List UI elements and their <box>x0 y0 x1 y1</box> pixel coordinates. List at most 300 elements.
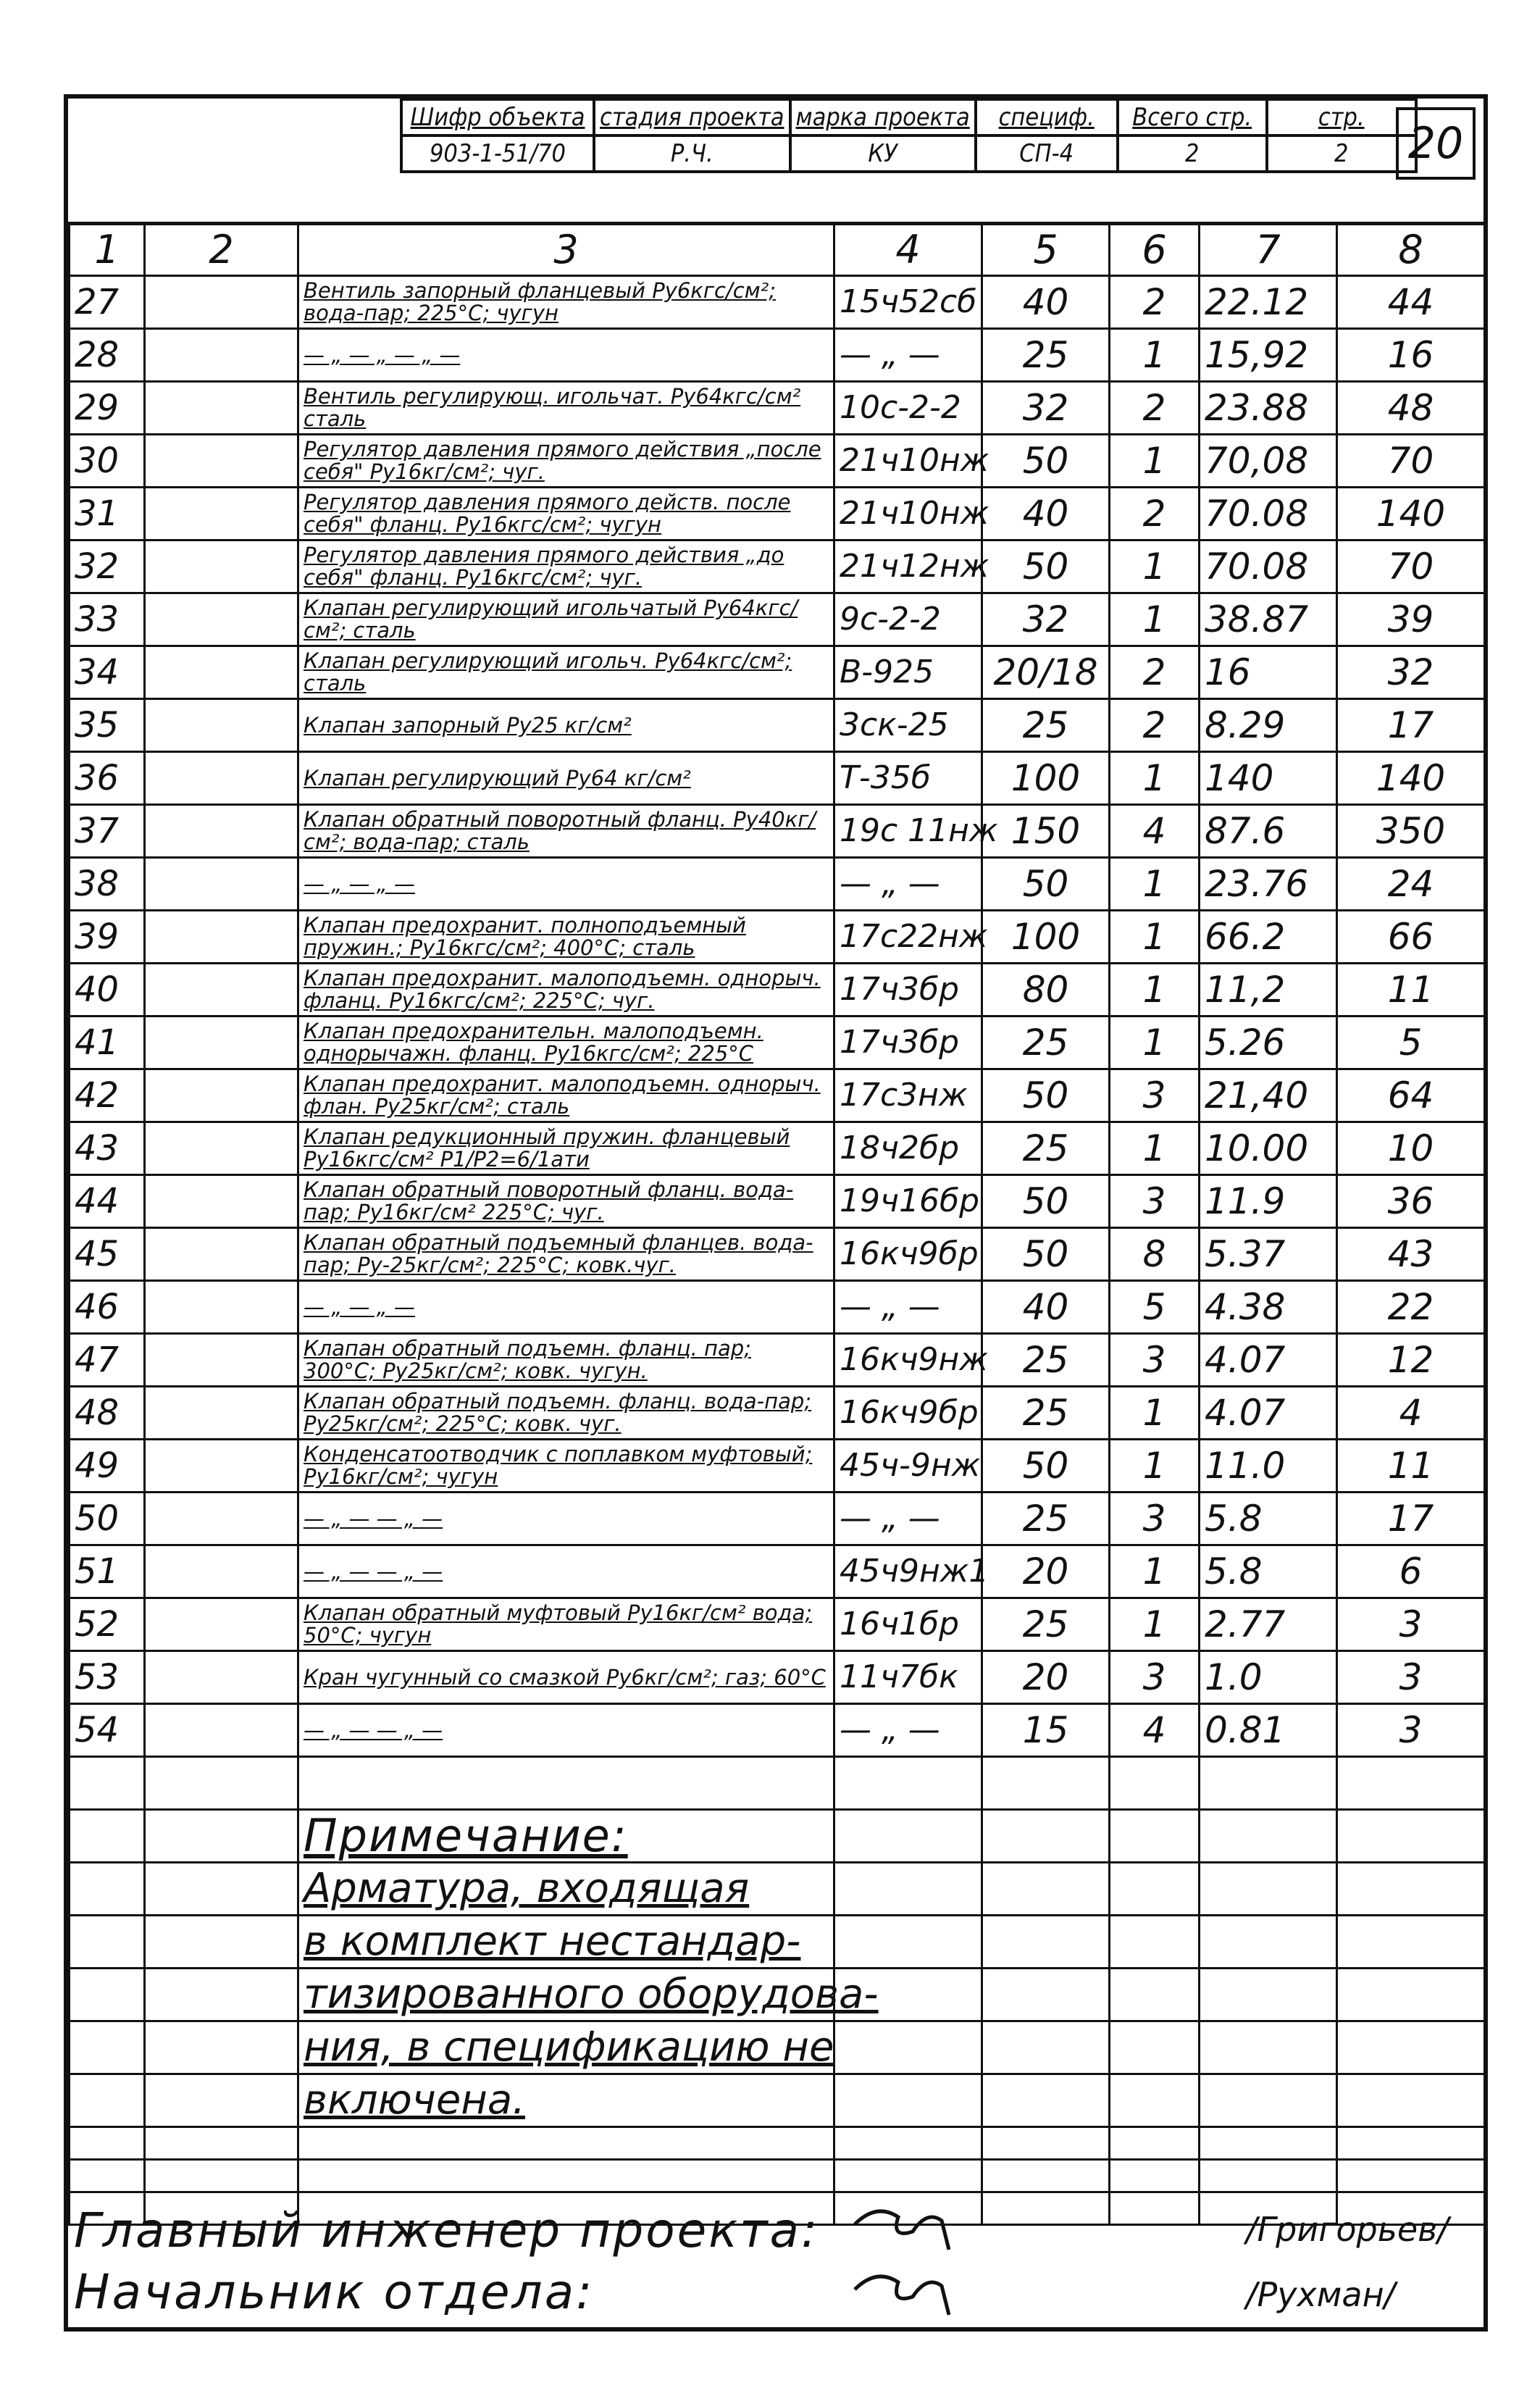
empty-cell <box>1110 1969 1200 2021</box>
column-header: 1 <box>70 224 145 276</box>
table-row <box>70 1387 1485 1440</box>
table-row <box>70 435 1485 488</box>
row-position <box>145 1017 298 1069</box>
row-unit-weight: 5.8 <box>1200 1493 1337 1545</box>
column-header: 5 <box>982 224 1110 276</box>
row-total: 39 <box>1337 593 1485 646</box>
row-unit-weight: 15,92 <box>1200 329 1337 382</box>
empty-cell <box>982 1969 1110 2021</box>
empty-cell <box>1337 2021 1485 2074</box>
row-position <box>145 329 298 382</box>
row-unit-weight: 23.88 <box>1200 382 1337 435</box>
row-number: 36 <box>70 752 145 805</box>
row-quantity: 2 <box>1110 276 1200 329</box>
row-number: 37 <box>70 805 145 858</box>
empty-cell <box>834 2021 982 2074</box>
row-description: Регулятор давления прямого действ. после себя" фланц. Ру16кгс/см²; чугун <box>298 488 834 540</box>
row-number: 54 <box>70 1704 145 1757</box>
row-mark: — „ — <box>834 329 982 382</box>
row-description: Клапан обратный поворотный фланц. вода-пар; Ру16кг/см² 225°С; чуг. <box>298 1175 834 1228</box>
row-quantity: 1 <box>1110 1440 1200 1493</box>
row-number: 46 <box>70 1281 145 1334</box>
row-unit-weight: 4.38 <box>1200 1281 1337 1334</box>
specification-table <box>68 222 1486 2226</box>
empty-cell <box>1110 2127 1200 2160</box>
row-mark: 17ч3бр <box>834 964 982 1017</box>
row-diameter: 100 <box>982 911 1110 964</box>
row-diameter: 20 <box>982 1545 1110 1598</box>
row-diameter: 25 <box>982 1493 1110 1545</box>
row-unit-weight: 1.0 <box>1200 1651 1337 1704</box>
row-mark: 16кч9бр <box>834 1228 982 1281</box>
row-position <box>145 1334 298 1387</box>
table-row <box>70 1545 1485 1598</box>
empty-cell <box>70 1757 145 1810</box>
empty-cell <box>834 1757 982 1810</box>
empty-cell <box>70 1863 145 1916</box>
row-quantity: 1 <box>1110 964 1200 1017</box>
row-diameter: 25 <box>982 1122 1110 1175</box>
row-position <box>145 1281 298 1334</box>
row-quantity: 8 <box>1110 1228 1200 1281</box>
row-number: 32 <box>70 540 145 593</box>
row-number: 34 <box>70 646 145 699</box>
row-mark: 15ч52сб <box>834 276 982 329</box>
row-description: — „ — „ — <box>298 1281 834 1334</box>
stamp-header: специф. <box>976 99 1118 135</box>
row-position <box>145 752 298 805</box>
row-mark: 10с-2-2 <box>834 382 982 435</box>
row-total: 24 <box>1337 858 1485 911</box>
empty-cell <box>834 2074 982 2127</box>
row-description: — „ — „ — „ — <box>298 329 834 382</box>
empty-cell <box>145 2160 298 2192</box>
row-quantity: 3 <box>1110 1493 1200 1545</box>
empty-cell <box>1200 2074 1337 2127</box>
row-number: 30 <box>70 435 145 488</box>
row-position <box>145 858 298 911</box>
row-total: 140 <box>1337 752 1485 805</box>
row-total: 11 <box>1337 964 1485 1017</box>
row-diameter: 25 <box>982 1387 1110 1440</box>
row-quantity: 1 <box>1110 911 1200 964</box>
empty-cell <box>145 1810 298 1863</box>
row-diameter: 50 <box>982 858 1110 911</box>
row-position <box>145 540 298 593</box>
row-position <box>145 1493 298 1545</box>
empty-cell <box>1200 1916 1337 1969</box>
row-mark: 3ск-25 <box>834 699 982 752</box>
row-position <box>145 1069 298 1122</box>
row-unit-weight: 0.81 <box>1200 1704 1337 1757</box>
empty-cell <box>1337 1757 1485 1810</box>
row-description: Клапан регулирующий игольч. Ру64кгс/см²; сталь <box>298 646 834 699</box>
empty-cell <box>1110 1757 1200 1810</box>
row-unit-weight: 8.29 <box>1200 699 1337 752</box>
row-description: Клапан предохранит. малоподъемн. однорыч. флан. Ру25кг/см²; сталь <box>298 1069 834 1122</box>
row-quantity: 1 <box>1110 858 1200 911</box>
row-description: Клапан предохранит. полноподъемный пружин.; Ру16кгс/см²; 400°С; сталь <box>298 911 834 964</box>
stamp-value: СП-4 <box>976 135 1118 172</box>
row-unit-weight: 4.07 <box>1200 1334 1337 1387</box>
row-description: Клапан редукционный пружин. фланцевый Ру16кгс/см² Р1/Р2=6/1ати <box>298 1122 834 1175</box>
empty-cell <box>1200 2160 1337 2192</box>
row-mark: 45ч9нж1 <box>834 1545 982 1598</box>
row-unit-weight: 5.26 <box>1200 1017 1337 1069</box>
table-row <box>70 1069 1485 1122</box>
empty-cell <box>1337 1916 1485 1969</box>
empty-cell <box>834 2127 982 2160</box>
row-diameter: 150 <box>982 805 1110 858</box>
row-position <box>145 593 298 646</box>
note-text: включена. <box>298 2074 834 2127</box>
row-number: 42 <box>70 1069 145 1122</box>
row-unit-weight: 21,40 <box>1200 1069 1337 1122</box>
row-diameter: 32 <box>982 382 1110 435</box>
empty-cell <box>1200 1969 1337 2021</box>
row-unit-weight: 11.0 <box>1200 1440 1337 1493</box>
row-total: 3 <box>1337 1704 1485 1757</box>
row-number: 33 <box>70 593 145 646</box>
row-total: 3 <box>1337 1651 1485 1704</box>
empty-cell <box>145 1863 298 1916</box>
row-quantity: 2 <box>1110 382 1200 435</box>
empty-cell <box>982 1916 1110 1969</box>
row-number: 35 <box>70 699 145 752</box>
row-unit-weight: 140 <box>1200 752 1337 805</box>
row-description: — „ — — „ — <box>298 1704 834 1757</box>
row-quantity: 4 <box>1110 1704 1200 1757</box>
row-description: Регулятор давления прямого действия „до себя" фланц. Ру16кгс/см²; чуг. <box>298 540 834 593</box>
row-unit-weight: 70.08 <box>1200 488 1337 540</box>
note-row <box>70 2021 1485 2074</box>
row-description: Клапан обратный подъемн. фланц. пар; 300°С; Ру25кг/см²; ковк. чугун. <box>298 1334 834 1387</box>
row-quantity: 5 <box>1110 1281 1200 1334</box>
row-quantity: 1 <box>1110 1017 1200 1069</box>
row-total: 350 <box>1337 805 1485 858</box>
note-row <box>70 1969 1485 2021</box>
column-header-row <box>70 224 1485 276</box>
stamp-header: стадия проекта <box>594 99 790 135</box>
empty-cell <box>1200 1757 1337 1810</box>
note-row <box>70 1916 1485 1969</box>
row-quantity: 2 <box>1110 699 1200 752</box>
column-header: 6 <box>1110 224 1200 276</box>
row-diameter: 80 <box>982 964 1110 1017</box>
row-position <box>145 1598 298 1651</box>
row-position <box>145 646 298 699</box>
row-unit-weight: 22.12 <box>1200 276 1337 329</box>
table-row <box>70 1651 1485 1704</box>
table-row <box>70 2127 1485 2160</box>
empty-cell <box>834 2160 982 2192</box>
row-mark: — „ — <box>834 858 982 911</box>
row-total: 12 <box>1337 1334 1485 1387</box>
row-unit-weight: 16 <box>1200 646 1337 699</box>
row-mark: В-925 <box>834 646 982 699</box>
row-unit-weight: 5.37 <box>1200 1228 1337 1281</box>
row-diameter: 50 <box>982 1440 1110 1493</box>
empty-cell <box>1110 1863 1200 1916</box>
row-quantity: 2 <box>1110 488 1200 540</box>
empty-cell <box>982 2127 1110 2160</box>
table-row <box>70 752 1485 805</box>
row-diameter: 25 <box>982 329 1110 382</box>
row-position <box>145 964 298 1017</box>
empty-cell <box>145 1916 298 1969</box>
stamp-header: Шифр объекта <box>401 99 594 135</box>
sheet-number: 20 <box>1396 107 1476 180</box>
row-position <box>145 488 298 540</box>
row-mark: 21ч10нж <box>834 488 982 540</box>
stamp-header: марка проекта <box>790 99 976 135</box>
empty-cell <box>70 2127 145 2160</box>
row-mark: 9с-2-2 <box>834 593 982 646</box>
row-unit-weight: 5.8 <box>1200 1545 1337 1598</box>
stamp-value: КУ <box>790 135 976 172</box>
empty-cell <box>70 1969 145 2021</box>
row-mark: 16ч1бр <box>834 1598 982 1651</box>
table-row <box>70 1228 1485 1281</box>
row-position <box>145 1175 298 1228</box>
row-description: Вентиль регулирующ. игольчат. Ру64кгс/см² сталь <box>298 382 834 435</box>
row-number: 47 <box>70 1334 145 1387</box>
row-mark: 19ч16бр <box>834 1175 982 1228</box>
row-unit-weight: 23.76 <box>1200 858 1337 911</box>
empty-cell <box>1337 2160 1485 2192</box>
row-description: Клапан запорный Ру25 кг/см² <box>298 699 834 752</box>
row-diameter: 50 <box>982 1175 1110 1228</box>
empty-cell <box>1110 2192 1200 2225</box>
table-row <box>70 699 1485 752</box>
empty-cell <box>982 2192 1110 2225</box>
note-text: ния, в спецификацию не <box>298 2021 834 2074</box>
empty-cell <box>145 2074 298 2127</box>
empty-cell <box>1337 2074 1485 2127</box>
row-mark: 45ч-9нж <box>834 1440 982 1493</box>
row-quantity: 1 <box>1110 540 1200 593</box>
table-row <box>70 911 1485 964</box>
row-diameter: 50 <box>982 1228 1110 1281</box>
row-description: — „ — — „ — <box>298 1545 834 1598</box>
empty-cell <box>1337 1863 1485 1916</box>
row-number: 53 <box>70 1651 145 1704</box>
row-mark: 11ч7бк <box>834 1651 982 1704</box>
row-total: 43 <box>1337 1228 1485 1281</box>
stamp-value: 903-1-51/70 <box>401 135 594 172</box>
empty-cell <box>834 1916 982 1969</box>
row-unit-weight: 87.6 <box>1200 805 1337 858</box>
empty-cell <box>70 2021 145 2074</box>
row-total: 16 <box>1337 329 1485 382</box>
row-quantity: 1 <box>1110 593 1200 646</box>
row-quantity: 1 <box>1110 1598 1200 1651</box>
row-unit-weight: 66.2 <box>1200 911 1337 964</box>
empty-cell <box>1200 2127 1337 2160</box>
table-row <box>70 488 1485 540</box>
row-diameter: 20 <box>982 1651 1110 1704</box>
row-description: Кран чугунный со смазкой Ру6кг/см²; газ; 60°С <box>298 1651 834 1704</box>
row-number: 51 <box>70 1545 145 1598</box>
empty-cell <box>982 2074 1110 2127</box>
row-mark: 17с22нж <box>834 911 982 964</box>
row-diameter: 25 <box>982 699 1110 752</box>
row-unit-weight: 4.07 <box>1200 1387 1337 1440</box>
row-total: 4 <box>1337 1387 1485 1440</box>
table-row <box>70 1598 1485 1651</box>
row-total: 22 <box>1337 1281 1485 1334</box>
row-total: 32 <box>1337 646 1485 699</box>
row-quantity: 4 <box>1110 805 1200 858</box>
note-text: в комплект нестандар- <box>298 1916 834 1969</box>
title-stamp <box>400 98 1418 173</box>
table-row <box>70 858 1485 911</box>
empty-cell <box>70 1916 145 1969</box>
row-position <box>145 382 298 435</box>
table-row <box>70 964 1485 1017</box>
empty-cell <box>1110 1810 1200 1863</box>
note-text: Примечание: <box>298 1810 834 1863</box>
row-diameter: 100 <box>982 752 1110 805</box>
row-position <box>145 276 298 329</box>
row-position <box>145 1228 298 1281</box>
row-diameter: 32 <box>982 593 1110 646</box>
row-mark: — „ — <box>834 1281 982 1334</box>
empty-cell <box>1200 1810 1337 1863</box>
empty-cell <box>70 1810 145 1863</box>
empty-cell <box>298 2127 834 2160</box>
row-description: Клапан предохранительн. малоподъемн. однорычажн. фланц. Ру16кгс/см²; 225°С <box>298 1017 834 1069</box>
row-quantity: 3 <box>1110 1069 1200 1122</box>
empty-cell <box>982 1810 1110 1863</box>
row-position <box>145 1704 298 1757</box>
row-unit-weight: 11,2 <box>1200 964 1337 1017</box>
empty-cell <box>982 2021 1110 2074</box>
table-row <box>70 540 1485 593</box>
row-diameter: 25 <box>982 1334 1110 1387</box>
table-row <box>70 1175 1485 1228</box>
table-row <box>70 1334 1485 1387</box>
empty-cell <box>70 2160 145 2192</box>
empty-cell <box>1110 1916 1200 1969</box>
row-number: 45 <box>70 1228 145 1281</box>
empty-cell <box>1337 2127 1485 2160</box>
row-total: 48 <box>1337 382 1485 435</box>
signature-role: Главный инженер проекта: <box>74 2203 820 2258</box>
empty-cell <box>70 2074 145 2127</box>
empty-cell <box>145 2127 298 2160</box>
row-total: 44 <box>1337 276 1485 329</box>
table-row <box>70 1704 1485 1757</box>
empty-cell <box>982 2160 1110 2192</box>
empty-cell <box>1200 1863 1337 1916</box>
row-diameter: 50 <box>982 435 1110 488</box>
row-mark: — „ — <box>834 1704 982 1757</box>
row-quantity: 1 <box>1110 1122 1200 1175</box>
row-description: Клапан регулирующий игольчатый Ру64кгс/см²; сталь <box>298 593 834 646</box>
empty-cell <box>1200 2021 1337 2074</box>
row-number: 48 <box>70 1387 145 1440</box>
note-row <box>70 2074 1485 2127</box>
note-row <box>70 1810 1485 1863</box>
row-diameter: 50 <box>982 540 1110 593</box>
signature-name: /Григорьев/ <box>1246 2210 1449 2249</box>
row-quantity: 1 <box>1110 1545 1200 1598</box>
row-number: 40 <box>70 964 145 1017</box>
row-mark: 21ч10нж <box>834 435 982 488</box>
empty-cell <box>1337 1810 1485 1863</box>
row-position <box>145 1545 298 1598</box>
empty-cell <box>1110 2160 1200 2192</box>
row-mark: 21ч12нж <box>834 540 982 593</box>
row-number: 52 <box>70 1598 145 1651</box>
row-unit-weight: 70,08 <box>1200 435 1337 488</box>
row-description: Клапан регулирующий Ру64 кг/см² <box>298 752 834 805</box>
row-description: Клапан предохранит. малоподъемн. однорыч. фланц. Ру16кгс/см²; 225°С; чуг. <box>298 964 834 1017</box>
row-total: 10 <box>1337 1122 1485 1175</box>
empty-cell <box>982 1757 1110 1810</box>
note-text: тизированного оборудова- <box>298 1969 834 2021</box>
row-position <box>145 1387 298 1440</box>
empty-cell <box>145 1757 298 1810</box>
empty-cell <box>298 1757 834 1810</box>
table-row <box>70 329 1485 382</box>
row-number: 41 <box>70 1017 145 1069</box>
row-quantity: 1 <box>1110 329 1200 382</box>
row-number: 39 <box>70 911 145 964</box>
row-mark: 18ч2бр <box>834 1122 982 1175</box>
column-header: 4 <box>834 224 982 276</box>
column-header: 8 <box>1337 224 1485 276</box>
row-position <box>145 1122 298 1175</box>
table-row <box>70 805 1485 858</box>
table-row <box>70 276 1485 329</box>
row-total: 64 <box>1337 1069 1485 1122</box>
row-mark: — „ — <box>834 1493 982 1545</box>
note-row <box>70 1863 1485 1916</box>
row-number: 43 <box>70 1122 145 1175</box>
row-position <box>145 699 298 752</box>
empty-cell <box>834 1863 982 1916</box>
row-quantity: 1 <box>1110 1387 1200 1440</box>
row-unit-weight: 11.9 <box>1200 1175 1337 1228</box>
row-number: 27 <box>70 276 145 329</box>
row-mark: Т-35б <box>834 752 982 805</box>
stamp-header: стр. <box>1267 99 1416 135</box>
row-diameter: 20/18 <box>982 646 1110 699</box>
table-row <box>70 593 1485 646</box>
table-row <box>70 1281 1485 1334</box>
row-unit-weight: 38.87 <box>1200 593 1337 646</box>
row-total: 5 <box>1337 1017 1485 1069</box>
stamp-value: 2 <box>1267 135 1416 172</box>
row-quantity: 1 <box>1110 752 1200 805</box>
row-number: 50 <box>70 1493 145 1545</box>
column-header: 3 <box>298 224 834 276</box>
table-row <box>70 1493 1485 1545</box>
table-row <box>70 646 1485 699</box>
row-total: 17 <box>1337 699 1485 752</box>
empty-cell <box>982 1863 1110 1916</box>
signature-scribble-icon <box>848 2261 985 2318</box>
row-mark: 16кч9бр <box>834 1387 982 1440</box>
empty-cell <box>298 2160 834 2192</box>
row-description: Вентиль запорный фланцевый Ру6кгс/см²; вода-пар; 225°С; чугун <box>298 276 834 329</box>
row-position <box>145 1440 298 1493</box>
row-mark: 19с 11нж <box>834 805 982 858</box>
empty-cell <box>834 1810 982 1863</box>
row-total: 3 <box>1337 1598 1485 1651</box>
